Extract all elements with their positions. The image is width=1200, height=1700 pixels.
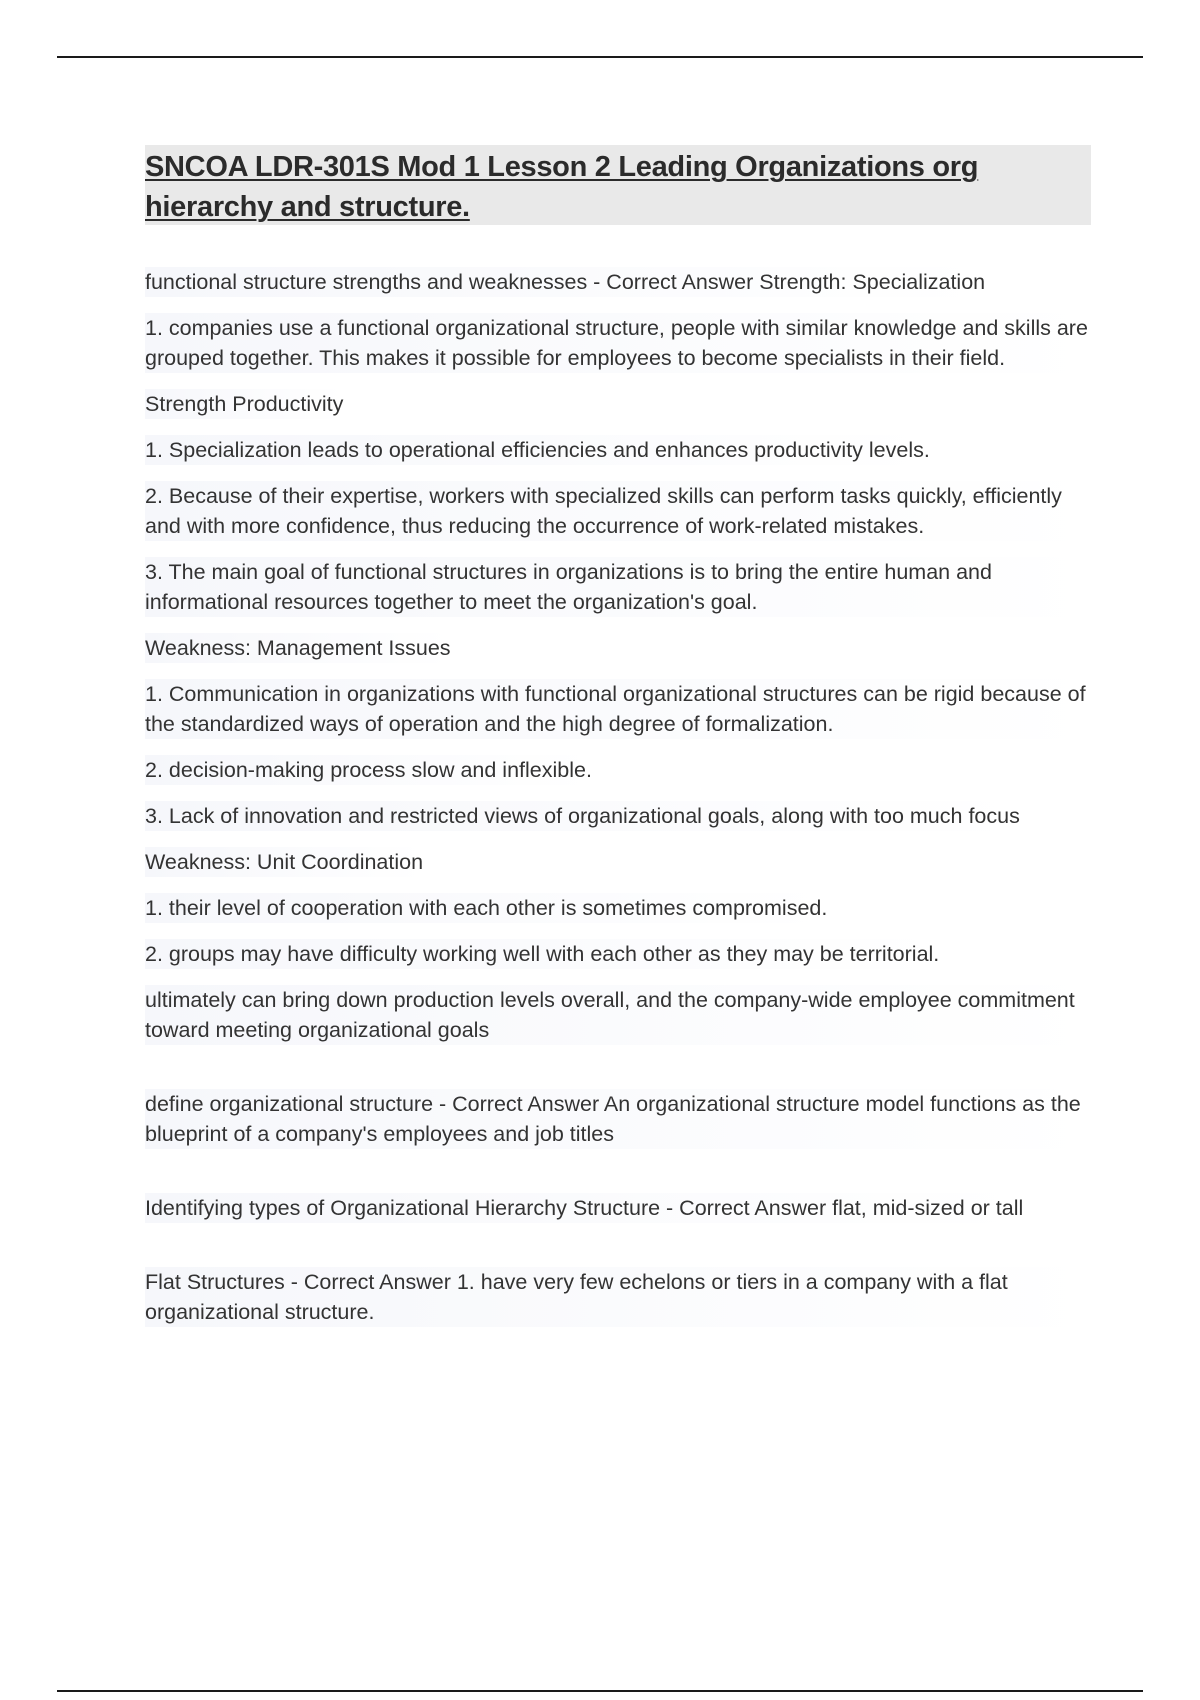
entry: Identifying types of Organizational Hierarchy Structure - Correct Answer flat, mid-sized or tall [145, 1193, 1023, 1223]
paragraph: 1. Specialization leads to operational efficiencies and enhances productivity levels. [145, 435, 930, 465]
bottom-rule [57, 1690, 1143, 1692]
document-title: SNCOA LDR-301S Mod 1 Lesson 2 Leading Organizations org hierarchy and structure. [145, 151, 979, 223]
title-box [145, 145, 1091, 225]
paragraph: 1. their level of cooperation with each other is sometimes compromised. [145, 893, 827, 923]
paragraph: 3. Lack of innovation and restricted views of organizational goals, along with too much focus [145, 801, 1020, 831]
paragraph: 1. companies use a functional organizational structure, people with similar knowledge and skills are grouped together. This makes it possible for employees to become specialists in their field. [145, 313, 1095, 373]
top-rule [57, 56, 1143, 58]
paragraph: ultimately can bring down production levels overall, and the company-wide employee commitment toward meeting organizational goals [145, 985, 1095, 1045]
paragraph: 2. Because of their expertise, workers with specialized skills can perform tasks quickly, efficiently and with more confidence, thus reducing the occurrence of work-related mistakes. [145, 481, 1095, 541]
paragraph: Strength Productivity [145, 389, 343, 419]
paragraph: 2. groups may have difficulty working well with each other as they may be territorial. [145, 939, 939, 969]
paragraph: 1. Communication in organizations with functional organizational structures can be rigid because of the standardized ways of operation and the high degree of formalization. [145, 679, 1095, 739]
entry: define organizational structure - Correct Answer An organizational structure model functions as the blueprint of a company's employees and job titles [145, 1089, 1095, 1149]
document-body [145, 267, 1095, 1327]
entry: Flat Structures - Correct Answer 1. have very few echelons or tiers in a company with a flat organizational structure. [145, 1267, 1095, 1327]
paragraph: 3. The main goal of functional structures in organizations is to bring the entire human and informational resources together to meet the organization's goal. [145, 557, 1095, 617]
paragraph: functional structure strengths and weaknesses - Correct Answer Strength: Specialization [145, 267, 985, 297]
paragraph: Weakness: Management Issues [145, 633, 451, 663]
paragraph: Weakness: Unit Coordination [145, 847, 423, 877]
paragraph: 2. decision-making process slow and inflexible. [145, 755, 592, 785]
